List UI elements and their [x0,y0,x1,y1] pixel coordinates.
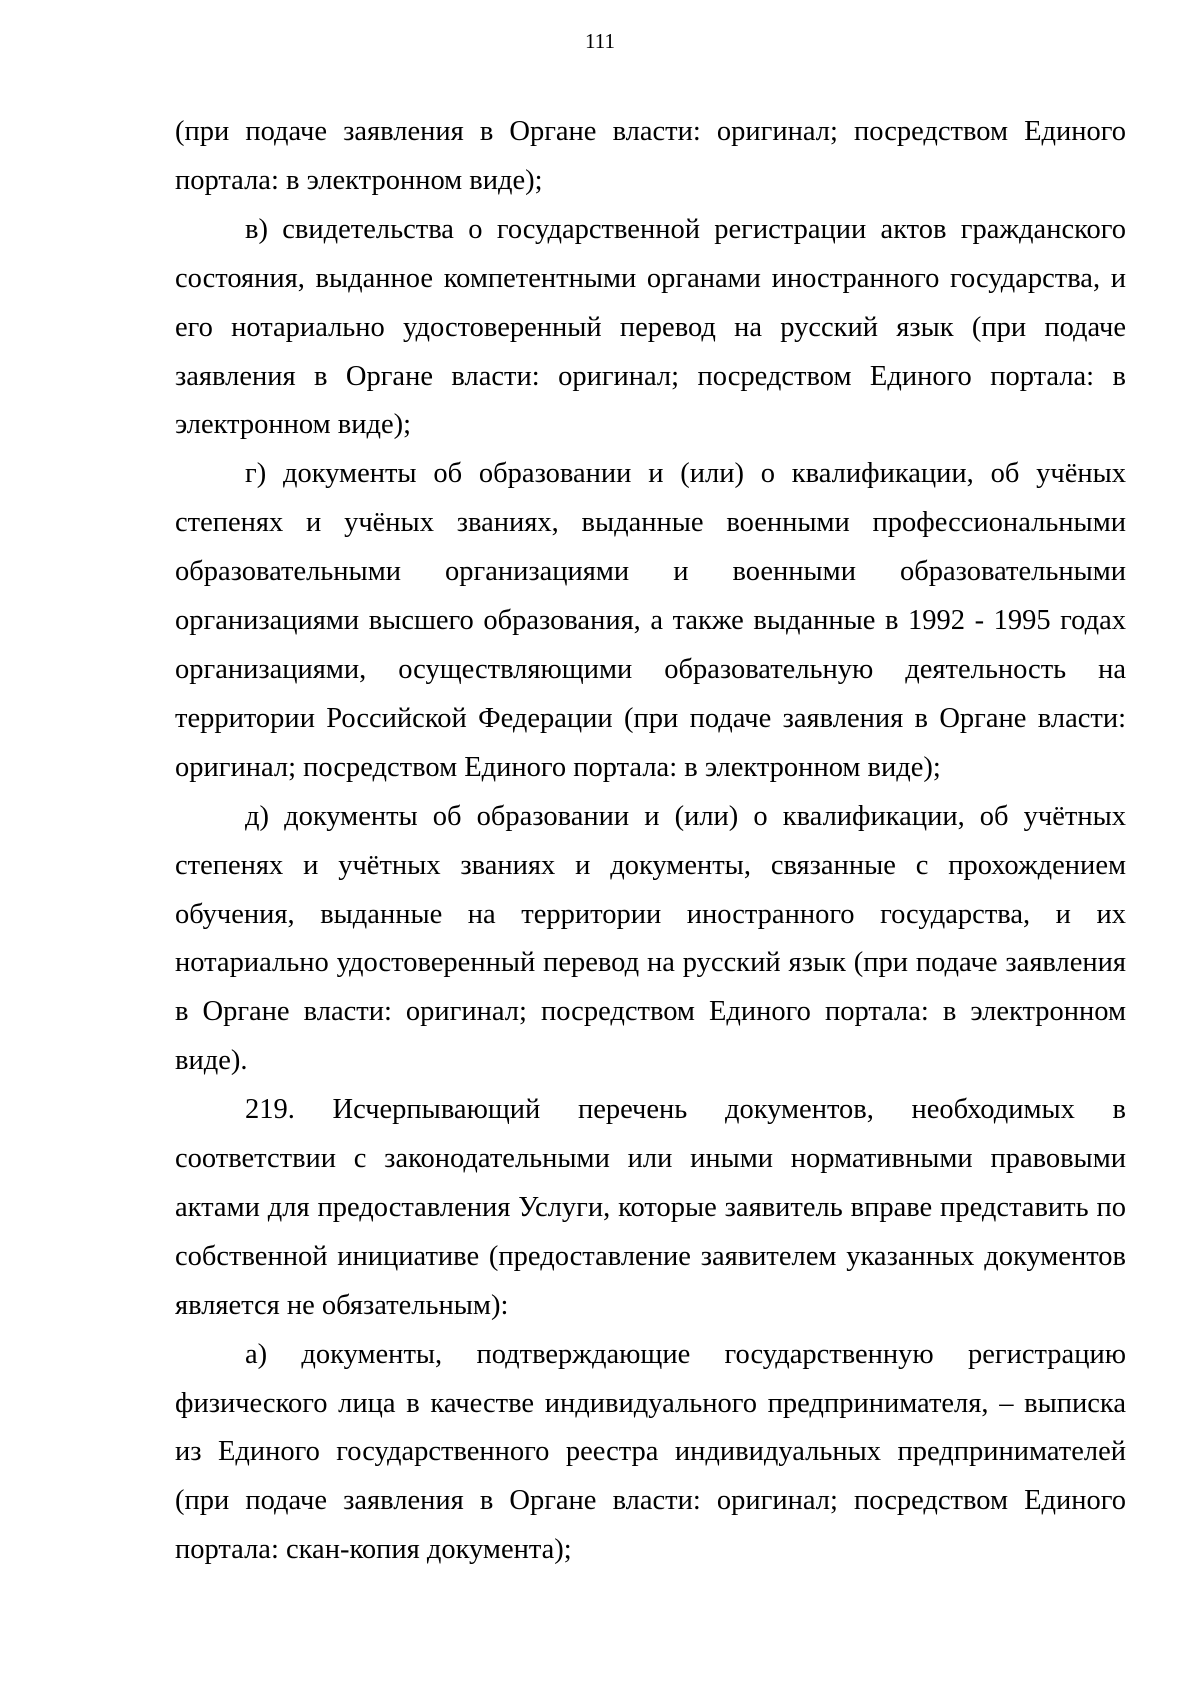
paragraph-item-v: в) свидетельства о государственной регистрации актов гражданского состояния, выданное компетентными органами иностранного государства, и его нотариально удостоверенный перевод на русский язык (при подаче заявления в Органе власти: оригинал; посредством Единого портала: в электронном виде); [175,213,1126,441]
paragraph-item-g: г) документы об образовании и (или) о квалификации, об учёных степенях и учёных званиях, выданные военными профессиональными образовательными организациями и военными образовательными организациями высшего образования, а также выданные в 1992 - 1995 годах организациями, осуществляющими образовательную деятельность на территории Российской Федерации (при подаче заявления в Органе власти: оригинал; посредством Единого портала: в электронном виде); [175,458,1126,783]
document-body [175,108,1126,1575]
paragraph-section-219: 219. Исчерпывающий перечень документов, необходимых в соответствии с законодательными или иными нормативными правовыми актами для предоставления Услуги, которые заявитель вправе представить по собственной инициативе (предоставление заявителем указанных документов является не обязательным): [175,1094,1126,1321]
page-number: 111 [585,29,615,53]
paragraph-item-a: а) документы, подтверждающие государственную регистрацию физического лица в качестве индивидуального предпринимателя, – выписка из Единого государственного реестра индивидуальных предпринимателей (при подаче заявления в Органе власти: оригинал; посредством Единого портала: скан-копия документа); [175,1338,1126,1566]
paragraph-continuation: (при подаче заявления в Органе власти: оригинал; посредством Единого портала: в электронном виде); [175,116,1126,196]
paragraph-item-d: д) документы об образовании и (или) о квалификации, об учётных степенях и учётных званиях и документы, связанные с прохождением обучения, выданные на территории иностранного государства, и их нотариально удостоверенный перевод на русский язык (при подаче заявления в Органе власти: оригинал; посредством Единого портала: в электронном виде). [175,800,1126,1077]
